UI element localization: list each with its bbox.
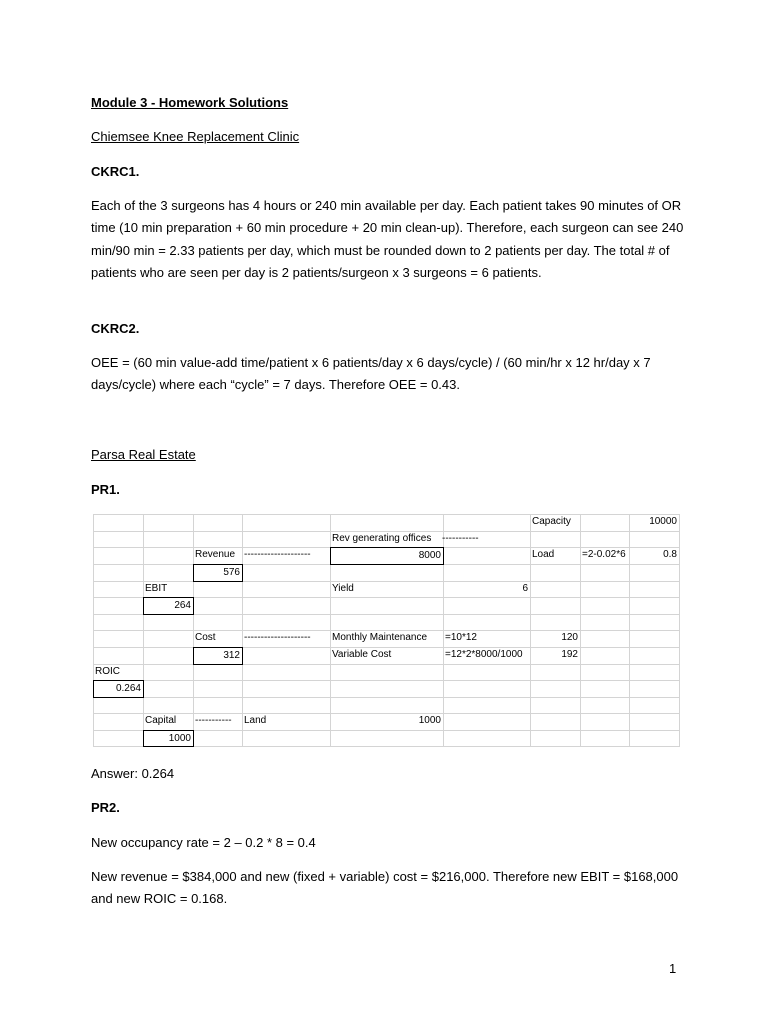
clinic-heading: Chiemsee Knee Replacement Clinic [91, 129, 300, 144]
land-label: Land [244, 715, 267, 726]
revenue-label: Revenue [195, 549, 236, 560]
ckrc1-paragraph: Each of the 3 surgeons has 4 hours or 240 min available per day. Each patient takes 90 minutes of OR time (10 min preparation + 60 min procedure + 20 min clean-up). Therefore, each surgeon can see 240 min/90 min = 2.33 patients per day, which must be rounded down to 2 patients per day. The total # of patients who are seen per day is 2 patients/surgeon x 3 surgeons = 6 patients. [91, 198, 684, 281]
parsa-heading: Parsa Real Estate [91, 447, 196, 462]
monthly-maintenance-formula: =10*12 [445, 632, 477, 643]
rev-generating-dashes: ----------- [442, 533, 479, 544]
ckrc2-paragraph: OEE = (60 min value-add time/patient x 6 patients/day x 6 days/cycle) / (60 min/hr x 12 hr/day x 7 days/cycle) where each “cycle” = 7 days. Therefore OEE = 0.43. [91, 355, 651, 393]
pr1-label: PR1. [91, 482, 120, 497]
cost-label: Cost [195, 632, 216, 643]
load-formula: =2-0.02*6 [582, 549, 626, 560]
monthly-maintenance-label: Monthly Maintenance [332, 632, 428, 643]
load-label: Load [532, 549, 555, 560]
rev-generating-label: Rev generating offices [332, 533, 432, 544]
land-value: 1000 [418, 715, 441, 726]
revenue-dashes: -------------------- [244, 549, 311, 560]
ckrc2-label: CKRC2. [91, 321, 140, 336]
answer-text: Answer: 0.264 [91, 766, 175, 781]
pr2-label: PR2. [91, 800, 120, 815]
page-number: 1 [669, 961, 677, 976]
variable-cost-value: 192 [561, 649, 578, 660]
variable-cost-formula: =12*2*8000/1000 [445, 649, 523, 660]
occupancy-text: New occupancy rate = 2 – 0.2 * 8 = 0.4 [91, 835, 316, 850]
doc-title: Module 3 - Homework Solutions [91, 95, 289, 110]
capital-dashes: ----------- [195, 715, 232, 726]
ebit-label: EBIT [145, 583, 168, 594]
capital-label: Capital [145, 715, 177, 726]
cost-dashes: -------------------- [244, 632, 311, 643]
revenue-value: 576 [193, 564, 243, 582]
load-value: 0.8 [663, 549, 677, 560]
capacity-value: 10000 [649, 516, 677, 527]
spreadsheet-table [93, 514, 680, 747]
monthly-maintenance-value: 120 [561, 632, 578, 643]
new-revenue-paragraph: New revenue = $384,000 and new (fixed + variable) cost = $216,000. Therefore new EBIT = $168,000 and new ROIC = 0.168. [91, 869, 679, 907]
roic-label: ROIC [95, 666, 120, 677]
roic-value: 0.264 [93, 680, 144, 698]
ckrc1-label: CKRC1. [91, 164, 140, 179]
capital-value: 1000 [143, 730, 194, 747]
cost-value: 312 [193, 647, 243, 665]
capacity-label: Capacity [532, 516, 571, 527]
yield-value: 6 [522, 583, 528, 594]
ebit-value: 264 [143, 597, 194, 615]
rev-generating-value: 8000 [330, 547, 444, 565]
yield-label: Yield [332, 583, 354, 594]
variable-cost-label: Variable Cost [332, 649, 392, 660]
